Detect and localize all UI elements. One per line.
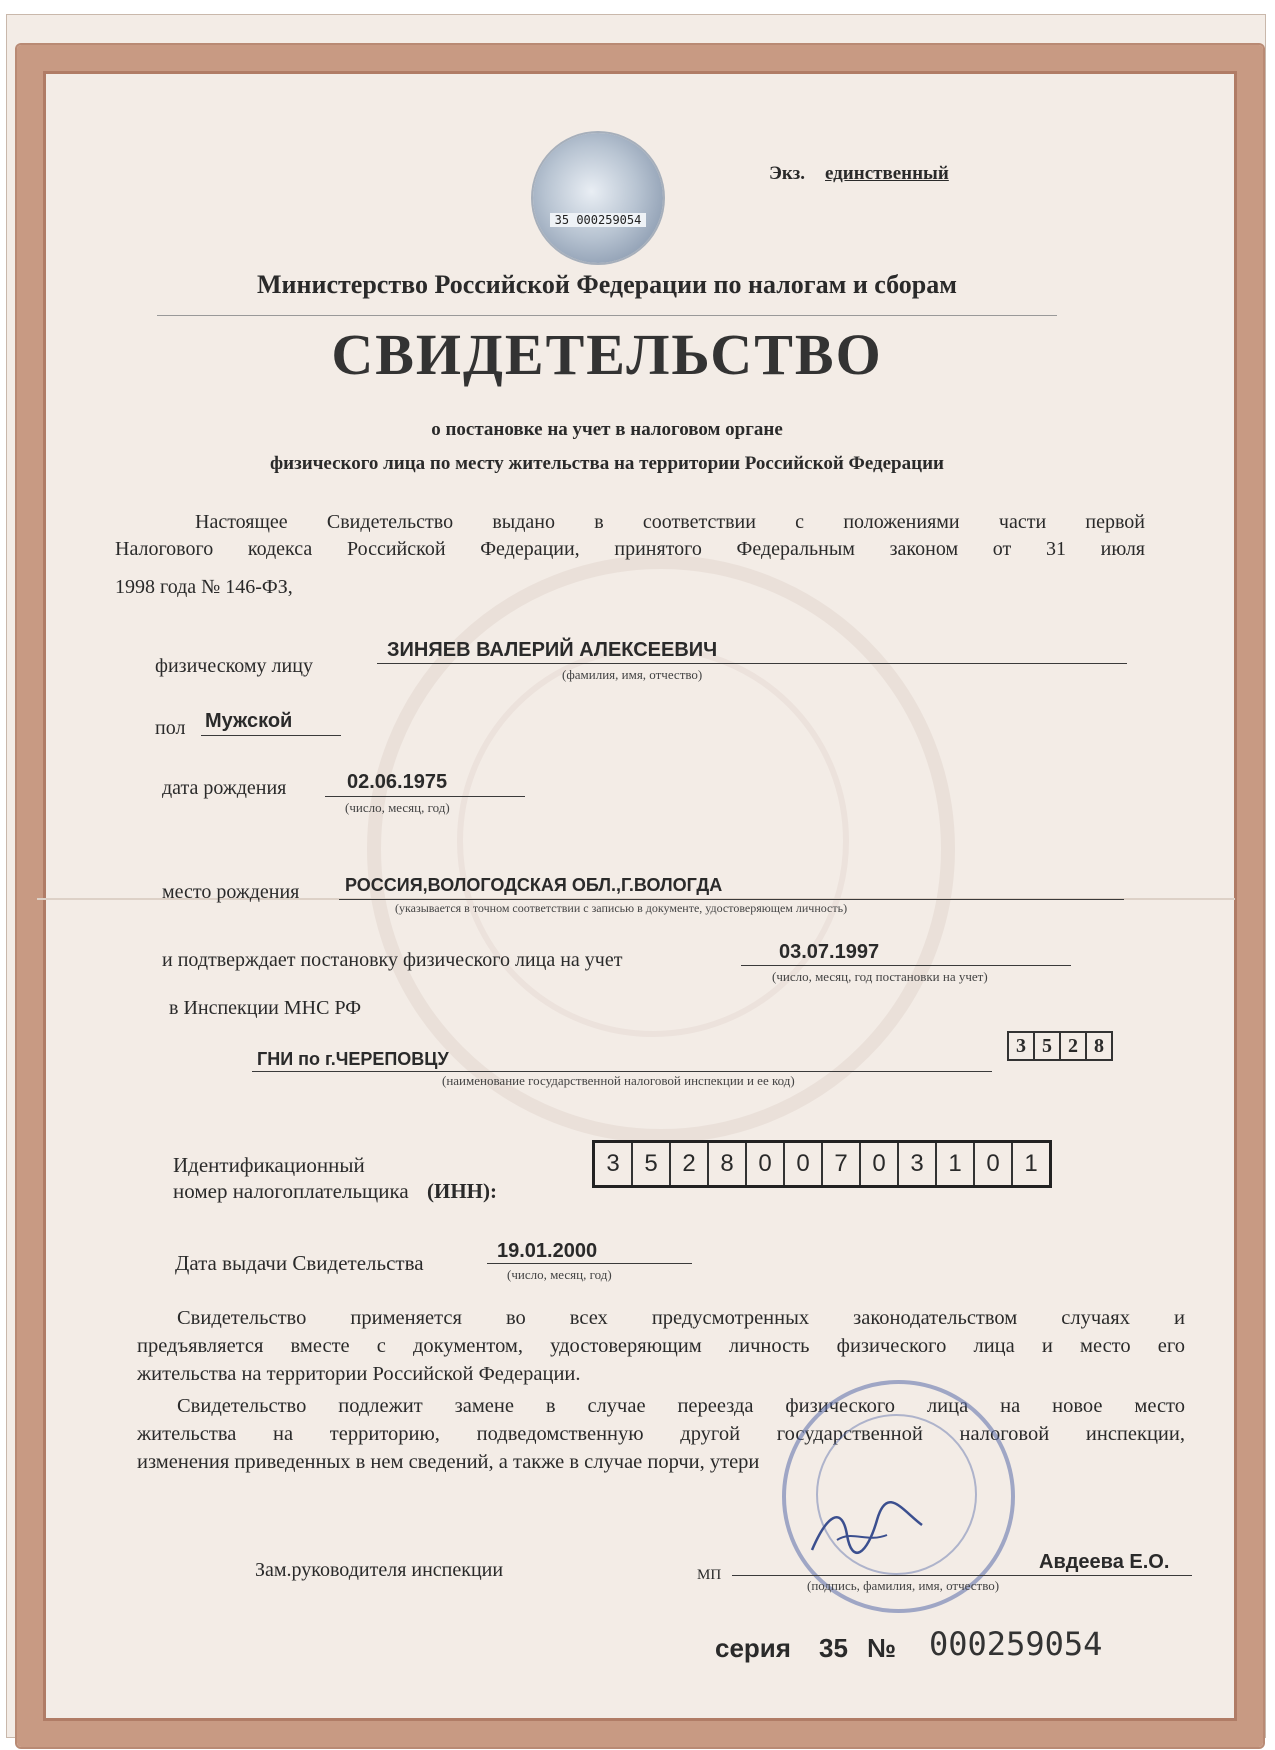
intro-line-1: Настоящее Свидетельство выдано в соответствии с положениями части первой bbox=[195, 511, 1145, 533]
birth-date-hint: (число, месяц, год) bbox=[345, 800, 450, 815]
copy-label: Экз. bbox=[769, 163, 805, 184]
birth-place-hint: (указывается в точном соответствии с записью в документе, удостоверяющем личность) bbox=[395, 901, 848, 915]
series-number: 000259054 bbox=[929, 1625, 1103, 1663]
certificate-sheet bbox=[6, 14, 1266, 1738]
birth-date-label: дата рождения bbox=[162, 777, 287, 799]
ministry-name: Министерство Российской Федерации по налогам и сборам bbox=[257, 270, 957, 299]
birth-date-value: 02.06.1975 bbox=[347, 771, 448, 793]
registration-label: и подтверждает постановку физического лица на учет bbox=[162, 949, 623, 971]
intro-line-3: 1998 года № 146-ФЗ, bbox=[115, 576, 293, 598]
copy-value: единственный bbox=[825, 163, 949, 184]
issue-date-label: Дата выдачи Свидетельства bbox=[175, 1251, 424, 1275]
stamp-place-label: МП bbox=[697, 1567, 722, 1583]
signature-hint: (подпись, фамилия, имя, отчество) bbox=[807, 1578, 1000, 1593]
code-digit: 8 bbox=[1094, 1035, 1104, 1057]
para1-line-1: Свидетельство применяется во всех предусмотренных законодательством случаях и bbox=[177, 1307, 1185, 1329]
signer-name: Авдеева Е.О. bbox=[1039, 1551, 1170, 1573]
document-title: СВИДЕТЕЛЬСТВО bbox=[331, 322, 883, 387]
inn-digit: 8 bbox=[709, 1143, 747, 1185]
series-label: серия bbox=[715, 1633, 791, 1663]
person-hint: (фамилия, имя, отчество) bbox=[562, 667, 703, 682]
signer-position: Зам.руководителя инспекции bbox=[255, 1559, 504, 1581]
para2-line-3: изменения приведенных в нем сведений, а также в случае порчи, утери bbox=[137, 1451, 760, 1473]
inn-digit: 0 bbox=[861, 1143, 899, 1185]
subtitle-2: физического лица по месту жительства на территории Российской Федерации bbox=[270, 453, 944, 474]
hologram-seal bbox=[533, 133, 663, 263]
inspection-hint: (наименование государственной налоговой инспекции и ее код) bbox=[442, 1073, 795, 1088]
inn-digit: 0 bbox=[975, 1143, 1013, 1185]
inn-label-2: номер налогоплательщика bbox=[173, 1179, 409, 1203]
registration-value: 03.07.1997 bbox=[779, 941, 880, 963]
inn-digit: 1 bbox=[937, 1143, 975, 1185]
intro-line-2: Налогового кодекса Российской Федерации, принятого Федеральным законом от 31 июля bbox=[115, 538, 1145, 560]
sex-label: пол bbox=[155, 717, 186, 739]
inn-digit: 2 bbox=[671, 1143, 709, 1185]
inn-digit: 3 bbox=[899, 1143, 937, 1185]
para1-line-2: предъявляется вместе с документом, удостоверяющим личность физического лица и место его bbox=[137, 1335, 1185, 1357]
para2-line-2: жительства на территорию, подведомственную другой государственной налоговой инспекции, bbox=[137, 1423, 1185, 1445]
person-name: ЗИНЯЕВ ВАЛЕРИЙ АЛЕКСЕЕВИЧ bbox=[387, 639, 718, 661]
inn-digit: 5 bbox=[633, 1143, 671, 1185]
issue-date-hint: (число, месяц, год) bbox=[507, 1267, 612, 1282]
handwritten-signature bbox=[807, 1495, 927, 1565]
registration-hint: (число, месяц, год постановки на учет) bbox=[772, 969, 988, 984]
inn-digit: 7 bbox=[823, 1143, 861, 1185]
inn-boxes bbox=[592, 1140, 1052, 1188]
inn-digit: 1 bbox=[1024, 1150, 1038, 1177]
code-digit: 3 bbox=[1009, 1033, 1035, 1059]
number-label: № bbox=[867, 1633, 896, 1663]
series-value: 35 bbox=[819, 1633, 848, 1663]
inspection-label: в Инспекции МНС РФ bbox=[169, 997, 362, 1019]
inspection-code-boxes bbox=[1007, 1031, 1113, 1061]
para1-line-3: жительства на территории Российской Федерации. bbox=[137, 1363, 581, 1385]
person-label: физическому лицу bbox=[155, 655, 313, 677]
code-digit: 2 bbox=[1061, 1033, 1087, 1059]
hologram-number: 35 000259054 bbox=[550, 213, 646, 227]
code-digit: 5 bbox=[1035, 1033, 1061, 1059]
sex-value: Мужской bbox=[205, 710, 293, 732]
subtitle-1: о постановке на учет в налоговом органе bbox=[431, 419, 783, 440]
birth-place-label: место рождения bbox=[162, 881, 300, 903]
para2-line-1: Свидетельство подлежит замене в случае переезда физического лица на новое место bbox=[177, 1395, 1185, 1417]
inn-digit: 0 bbox=[785, 1143, 823, 1185]
inn-label-1: Идентификационный bbox=[173, 1153, 365, 1177]
issue-date-value: 19.01.2000 bbox=[497, 1240, 598, 1262]
inn-label-2b: (ИНН): bbox=[427, 1179, 497, 1203]
birth-place-value: РОССИЯ,ВОЛОГОДСКАЯ ОБЛ.,Г.ВОЛОГДА bbox=[345, 875, 723, 895]
inn-digit: 0 bbox=[747, 1143, 785, 1185]
inspection-value: ГНИ по г.ЧЕРЕПОВЦУ bbox=[257, 1049, 449, 1069]
inn-digit: 3 bbox=[595, 1143, 633, 1185]
